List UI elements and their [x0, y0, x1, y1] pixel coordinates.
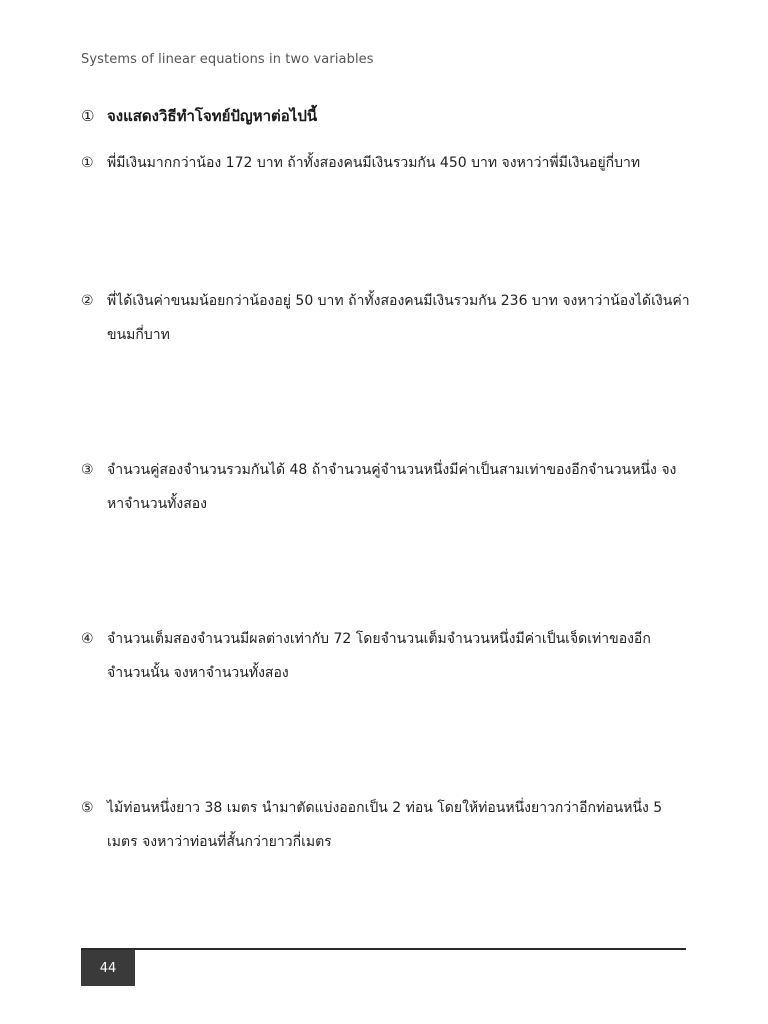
question-4: [81, 622, 691, 690]
running-header: Systems of linear equations in two variables: [81, 52, 374, 67]
footer-rule: [81, 948, 686, 950]
page-number-box: [81, 950, 135, 986]
question-number: ④: [81, 631, 94, 647]
question-number: ①: [81, 155, 94, 171]
question-number: ⑤: [81, 800, 94, 816]
page-number: 44: [99, 960, 117, 976]
question-number: ②: [81, 293, 94, 309]
instruction-text: จงแสดงวิธีทำโจทย์ปัญหาต่อไปนี้: [107, 107, 318, 125]
question-text: จำนวนเต็มสองจำนวนมีผลต่างเท่ากับ 72 โดยจำนวนเต็มจำนวนหนึ่งมีค่าเป็นเจ็ดเท่าของอีกจำนวนนั้น จงหาจำนวนทั้งสอง: [107, 631, 651, 681]
question-text: พี่ได้เงินค่าขนมน้อยกว่าน้องอยู่ 50 บาท ถ้าทั้งสองคนมีเงินรวมกัน 236 บาท จงหาว่าน้องได้เงินค่าขนมกี่บาท: [107, 293, 690, 343]
question-2: [81, 284, 691, 352]
question-3: [81, 453, 691, 521]
question-5: [81, 791, 691, 859]
question-1: [81, 146, 691, 180]
question-text: พี่มีเงินมากกว่าน้อง 172 บาท ถ้าทั้งสองคนมีเงินรวมกัน 450 บาท จงหาว่าพี่มีเงินอยู่กี่บาท: [107, 155, 641, 171]
question-text: จำนวนคู่สองจำนวนรวมกันได้ 48 ถ้าจำนวนคู่จำนวนหนึ่งมีค่าเป็นสามเท่าของอีกจำนวนหนึ่ง จงหาจำนวนทั้งสอง: [107, 462, 677, 512]
instruction-heading: [81, 104, 317, 128]
instruction-marker: ①: [81, 107, 95, 125]
question-text: ไม้ท่อนหนึ่งยาว 38 เมตร นำมาตัดแบ่งออกเป็น 2 ท่อน โดยให้ท่อนหนึ่งยาวกว่าอีกท่อนหนึ่ง 5 เมตร จงหาว่าท่อนที่สั้นกว่ายาวกี่เมตร: [107, 800, 663, 850]
question-number: ③: [81, 462, 94, 478]
